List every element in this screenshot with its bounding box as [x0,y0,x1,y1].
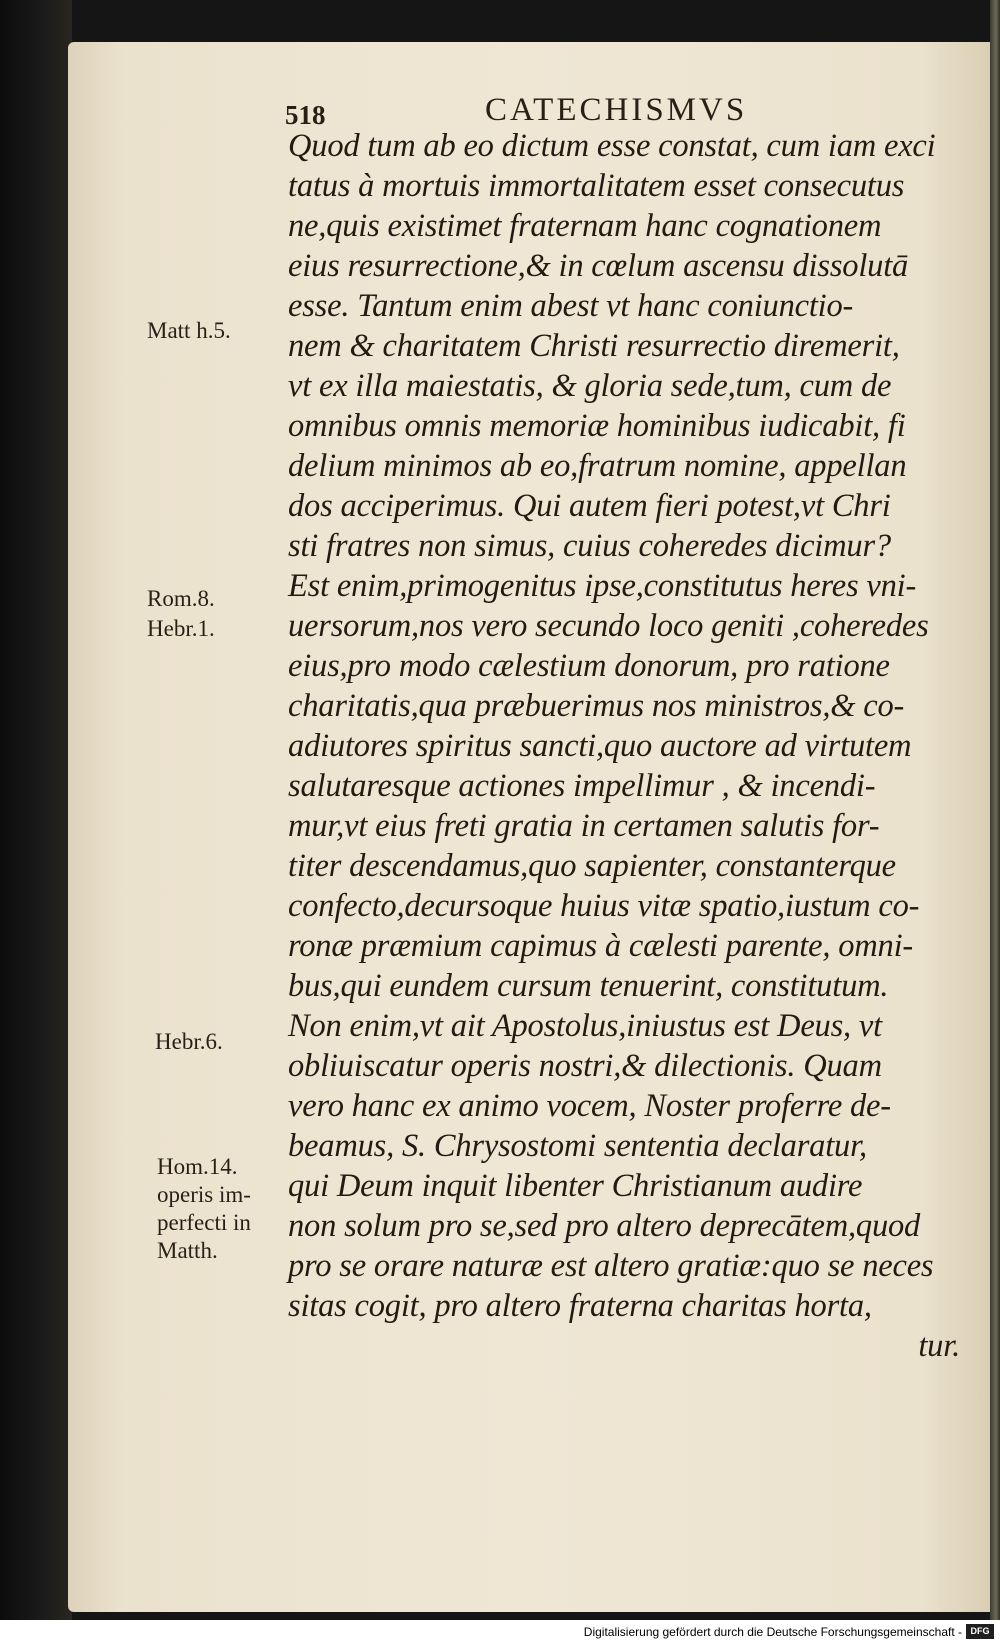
running-title: CATECHISMVS [485,92,748,128]
text-line: titer descendamus,quo sapienter, constanterque [288,848,896,884]
text-line: omnibus omnis memoriæ hominibus iudicabit, fi [288,408,906,444]
text-line: Est enim,primogenitus ipse,constitutus heres vni- [288,568,917,604]
margin-note: Hebr.6. [155,1029,223,1054]
text-line: tur. [918,1328,960,1364]
text-line: tatus à mortuis immortalitatem esset consecutus [288,168,905,204]
text-line: qui Deum inquit libenter Christianum audire [288,1168,863,1204]
text-line: adiutores spiritus sancti,quo auctore ad virtutem [288,728,912,764]
margin-note: Rom.8. [147,586,215,611]
margin-note: operis im- [157,1182,251,1207]
text-line: non solum pro se,sed pro altero deprecātem,quod [288,1208,921,1244]
text-line: esse. Tantum enim abest vt hanc coniunctio- [288,288,854,324]
scan-background-left [0,0,72,1620]
text-line: obliuiscatur operis nostri,& dilectionis. Quam [288,1048,882,1084]
margin-note: Hom.14. [157,1154,238,1179]
dfg-logo-icon: DFG [966,1624,994,1639]
running-head [285,92,925,132]
text-line: charitatis,qua præbuerimus nos ministros,& co- [288,688,905,724]
book-edge-right [990,0,1000,1620]
margin-note: perfecti in [157,1210,251,1235]
text-line: sti fratres non simus, cuius coheredes dicimur? [288,528,891,564]
text-line: mur,vt eius freti gratia in certamen salutis for- [288,808,880,844]
text-line: delium minimos ab eo,fratrum nomine, appellan [288,448,907,484]
margin-note: Matt h.5. [147,318,231,343]
text-line: ronæ præmium capimus à cælesti parente, omni- [288,928,914,964]
text-line: ne,quis existimet fraternam hanc cognationem [288,208,882,244]
text-line: vero hanc ex animo vocem, Noster proferre de- [288,1088,891,1124]
text-line: uersorum,nos vero secundo loco geniti ,coheredes [288,608,929,644]
text-line: confecto,decursoque huius vitæ spatio,iustum co- [288,888,920,924]
text-line: salutaresque actiones impellimur , & incendi- [288,768,876,804]
text-line: bus,qui eundem cursum tenuerint, constitutum. [288,968,889,1004]
text-line: beamus, S. Chrysostomi sententia declaratur, [288,1128,867,1164]
text-line: eius resurrectione,& in cœlum ascensu dissolutā [288,248,909,284]
text-line: eius,pro modo cælestium donorum, pro ratione [288,648,890,684]
text-line: pro se orare naturæ est altero gratiæ:quo se neces [288,1248,934,1284]
text-line: Quod tum ab eo dictum esse constat, cum iam exci [288,128,936,164]
digitization-footer [0,1620,1000,1645]
footer-credit: Digitalisierung gefördert durch die Deutsche Forschungsgemeinschaft - [583,1625,962,1639]
page-number: 518 [285,100,326,130]
text-line: Non enim,vt ait Apostolus,iniustus est Deus, vt [288,1008,882,1044]
text-line: dos acciperimus. Qui autem fieri potest,vt Chri [288,488,891,524]
text-line: vt ex illa maiestatis, & gloria sede,tum, cum de [288,368,892,404]
margin-note: Matth. [157,1238,218,1263]
text-line: sitas cogit, pro altero fraterna charitas horta, [288,1288,872,1324]
text-line: nem & charitatem Christi resurrectio diremerit, [288,328,900,364]
margin-note: Hebr.1. [147,616,215,641]
